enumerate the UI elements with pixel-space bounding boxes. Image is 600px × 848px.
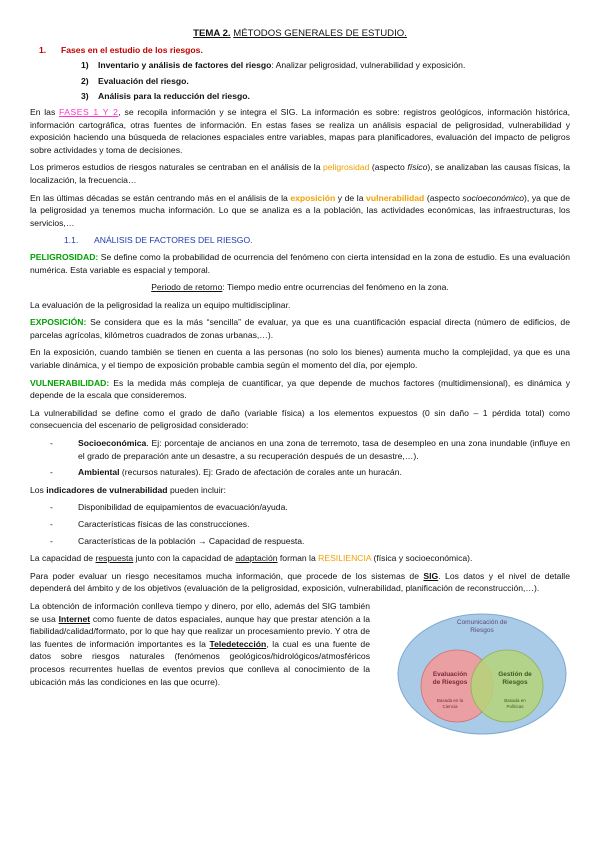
text-run: 1. (39, 44, 47, 55)
text-run: (aspecto (424, 192, 463, 203)
text-run: ), se analizaban las causas físicas, la localización, la frecuencia… (30, 162, 570, 185)
indicators-list (30, 501, 570, 547)
text-run: Ambiental (78, 467, 120, 478)
text-run: Inventario y análisis de factores del riesgo (98, 60, 272, 71)
text-run: TEMA 2. (193, 28, 231, 39)
text-run: indicadores de vulnerabilidad (46, 484, 168, 495)
text-run: , se recopila información y se integra el SIG. La información es sobre: registros geológicos, información histórica, información cartográfica, otras fuentes de información. En estas fases se realiza un análisis espacial de peligrosidad, vulnerabilidad y exposición haciendo una búsqueda de relaciones espaciales entre variables, mapas para planificadores, evaluación del impacto de peligros sobre actividades y toma de decisiones. (30, 106, 570, 155)
list-item: - Disponibilidad de equipamientos de evacuación/ayuda. (30, 501, 570, 514)
phase-item-2 (81, 75, 570, 88)
text-run: junto con la capacidad de (133, 553, 236, 564)
list-item (30, 466, 570, 479)
text-run: 2) (81, 75, 89, 86)
text-run: (aspecto (369, 162, 408, 173)
text-run: Los (30, 484, 47, 495)
venn-right-title-2: Riesgos (502, 678, 528, 686)
text-run: físico (407, 162, 428, 173)
paragraph-phases (30, 106, 570, 156)
text-run: . Los datos y el nivel de detalle dependerá del ámbito y de los objetivos (evaluación de la peligrosidad, exposición, vulnerabilidad, planificación de reconstrucción,…). (30, 570, 570, 594)
vulnerability-types-list (30, 437, 570, 479)
text-and-figure (30, 600, 570, 736)
text-run: adaptación (235, 553, 278, 564)
text-run: La capacidad de (30, 553, 96, 564)
text-run: MÉTODOS GENERALES DE ESTUDIO. (233, 28, 407, 39)
paragraph-vulnerabilidad-def: La vulnerabilidad se define como el grado de daño (variable física) a los elementos expuestos (0 sin daño – 1 pérdida total) como consecuencia del escenario de peligrosidad considerado: (30, 407, 570, 431)
paragraph-fuentes (30, 600, 370, 731)
text-run: Periodo de retorno (151, 282, 223, 293)
text-run: EXPOSICIÓN: (30, 317, 87, 328)
text-run: . Ej: porcentaje de ancianos en una zona de terremoto, tasa de desempleo en una zona inundable (influye en el grado de preparación ante un desastre, a su recuperación después de un desastre,…). (78, 438, 570, 461)
fases-link[interactable]: FASES 1 Y 2 (58, 106, 119, 117)
text-run: : Analizar peligrosidad, vulnerabilidad y exposición. (271, 60, 466, 71)
venn-left-title-2: de Riesgos (432, 678, 468, 686)
text-run: Se considera que es la más “sencilla” de evaluar, ya que es una cuantificación espacial directa (número de edificios, de parcelas agrícolas, kilómetros cuadrados de zonas urbanas,…). (30, 317, 570, 340)
text-run: PELIGROSIDAD: (30, 251, 99, 262)
text-run: 1.1. (64, 235, 79, 246)
text-run: 1) (81, 60, 89, 71)
venn-outer-label-1: Comunicación de (456, 618, 508, 626)
text-run: como fuente de datos espaciales, aunque hay que prestar atención a la fiabilidad/calidad/formato, por lo que hay que realizar un procesamiento previo. Y otra de las fuentes de información importantes es la (30, 613, 370, 649)
paragraph-exposicion-personas: En la exposición, cuando también se tienen en cuenta a las personas (no solo los bienes) aumenta mucho la complejidad, ya que es una variable dinámica, y el tiempo de exposición probable cambia según el momento del día, por ejemplo. (30, 347, 570, 371)
text-run: Socioeconómica (78, 438, 147, 449)
list-item (30, 437, 570, 462)
section-heading-1 (39, 44, 570, 57)
text-run: Evaluación del riesgo. (98, 75, 189, 86)
venn-right-circle (471, 650, 543, 722)
text-run: Los primeros estudios de riesgos naturales se centraban en el análisis de la (30, 162, 323, 173)
paragraph-periodo-retorno (30, 281, 570, 294)
venn-right-sub-1: Basada en (504, 697, 526, 703)
text-run: ANÁLISIS DE FACTORES DEL RIESGO. (94, 235, 253, 246)
text-run: vulnerabilidad (366, 192, 425, 203)
venn-left-title-1: Evaluación (432, 670, 468, 678)
list-item: - Características de la población → Capacidad de respuesta. (30, 535, 570, 548)
paragraph-indicadores (30, 484, 570, 497)
section-heading-1-1 (64, 234, 570, 247)
paragraph-peligrosidad (30, 251, 570, 276)
venn-right-sub-2: Políticas (506, 703, 524, 709)
venn-left-sub-2: Ciencia (442, 703, 458, 709)
text-run: Es la medida más compleja de cuantificar, ya que depende de muchos factores (multidimensional), es dinámica y depende de la escala que consideremos. (30, 377, 570, 401)
paragraph-evaluacion: La evaluación de la peligrosidad la realiza un equipo multidisciplinar. (30, 299, 291, 310)
text-run: pueden incluir: (167, 484, 226, 495)
risk-venn-diagram (395, 606, 570, 736)
document-page (30, 28, 570, 736)
paragraph-sig (30, 570, 570, 595)
phase-item-1 (81, 59, 570, 72)
venn-right-title-1: Gestión de (498, 670, 532, 678)
text-run: SIG (423, 570, 439, 581)
paragraph-resiliencia (30, 552, 570, 565)
page-title (30, 28, 570, 41)
venn-outer-label-2: Riesgos (470, 626, 494, 634)
paragraph-peligrosidad-history (30, 161, 570, 186)
text-run: Teledetección (209, 638, 267, 649)
paragraph-recent-decades (30, 192, 570, 230)
text-run: socioeconómico (462, 192, 525, 203)
text-run: Análisis para la reducción del riesgo. (98, 91, 250, 102)
text-run: Fases en el estudio de los riesgos. (61, 44, 203, 55)
text-run: Internet (58, 613, 91, 624)
text-run: forman la (277, 553, 319, 564)
text-run: respuesta (95, 553, 134, 564)
text-run: RESILIENCIA (318, 553, 372, 564)
text-run: y de la (335, 192, 367, 203)
text-run: Para poder evaluar un riesgo necesitamos mucha información, que procede de los sistemas de (30, 570, 424, 581)
text-run: La obtención de información conlleva tiempo y dinero, por ello, además del SIG también se usa (30, 600, 370, 624)
text-run: En las (30, 106, 59, 117)
text-run: (física y socioeconómica). (371, 553, 473, 564)
text-run: 3) (81, 91, 89, 102)
text-run: VULNERABILIDAD: (30, 377, 110, 388)
phase-item-3 (81, 90, 570, 103)
paragraph-vulnerabilidad (30, 377, 570, 402)
venn-left-sub-1: Basada en la (436, 697, 464, 703)
text-run: : Tiempo medio entre ocurrencias del fenómeno en la zona. (222, 282, 449, 293)
list-item: - Características físicas de las construcciones. (30, 518, 570, 531)
paragraph-exposicion (30, 316, 570, 341)
text-run: (recursos naturales). Ej: Grado de afectación de corales ante un huracán. (119, 467, 402, 478)
text-run: , la cual es una fuente de datos sobre riesgos naturales (fenómenos geológicos/hidrológicos/atmosféricos procesos recurrentes huellas de eventos previos que conlleva al conocimiento de la ubicación más las condiciones en las que ocurre). (30, 638, 370, 687)
text-run: exposición (290, 192, 336, 203)
text-run: peligrosidad (323, 162, 370, 173)
text-run: Se define como la probabilidad de ocurrencia del fenómeno con cierta intensidad en la zona de estudio. Es una evaluación numérica. Esta variable es espacial y temporal. (30, 251, 570, 275)
text-run: En las últimas décadas se están centrando más en el análisis de la (30, 192, 291, 203)
text-run: ), ya que de la peligrosidad ya tenemos mucha información. Lo que se analiza es a la población, las actividades económicas, las infraestructuras, los servicios,… (30, 192, 570, 228)
